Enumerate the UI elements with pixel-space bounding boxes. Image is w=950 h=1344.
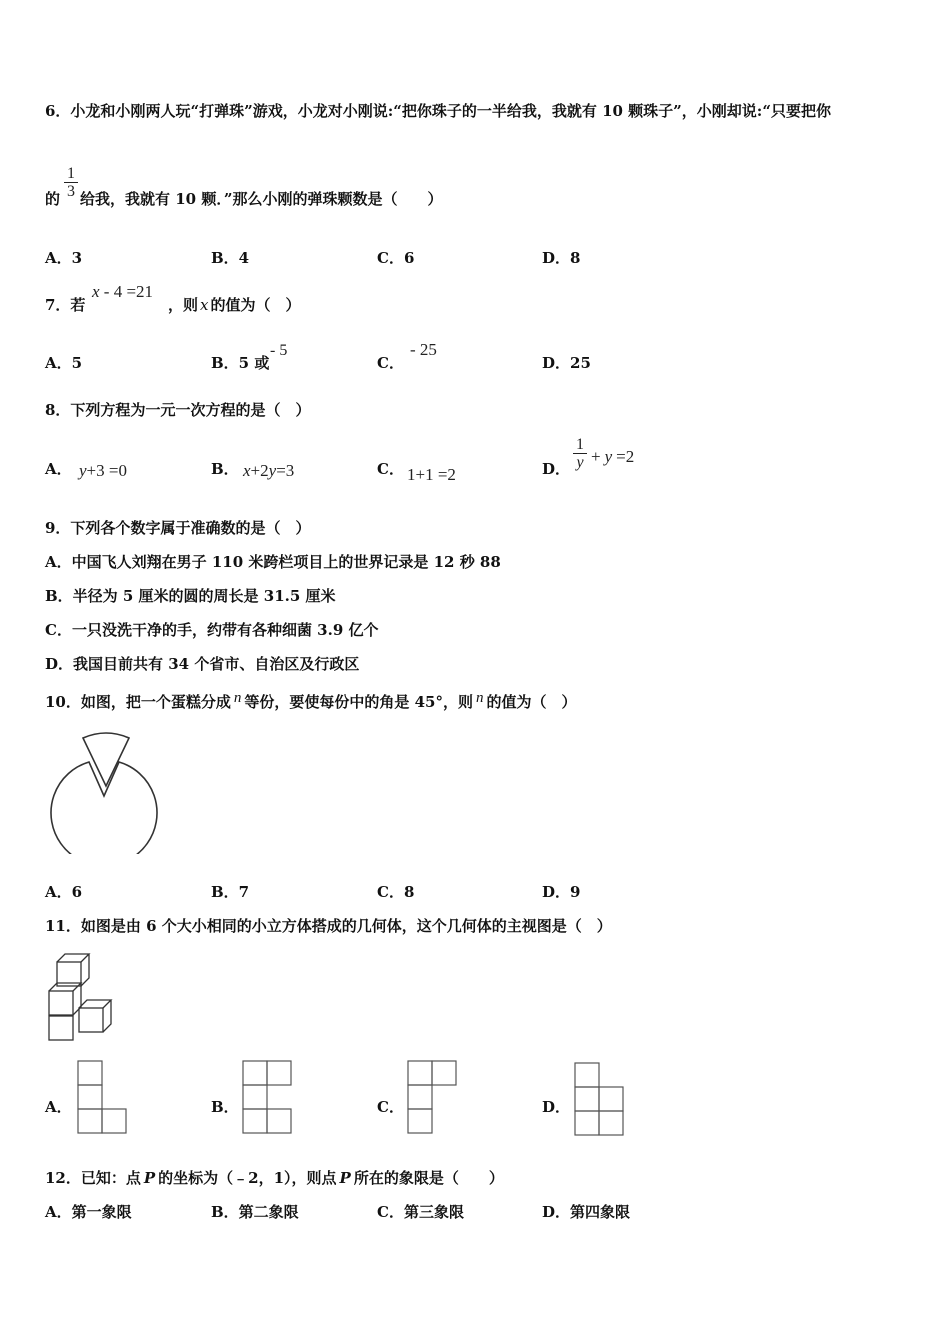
q10-cake-figure: [48, 728, 168, 854]
q7-stem-suffix: 的值为（ ）: [210, 296, 301, 314]
q9-option-b[interactable]: B．半径为 5 厘米的圆的周长是 31.5 厘米: [45, 587, 336, 605]
q7-formula: [92, 282, 153, 302]
q7-stem-mid: ，则: [168, 296, 199, 314]
q11-option-b-view[interactable]: [241, 1059, 295, 1136]
q11-cubes-figure: [46, 950, 116, 1044]
q8-option-d-numerator: 1: [576, 436, 584, 453]
q11-option-d-label[interactable]: D．: [542, 1098, 571, 1116]
q9-option-a[interactable]: A．中国飞人刘翔在男子 110 米跨栏项目上的世界记录是 12 秒 88: [45, 553, 501, 571]
q11-option-a-view[interactable]: [76, 1059, 130, 1136]
q8-option-b-math: [243, 461, 294, 481]
q10-cake-body: [51, 762, 157, 854]
q10-stem-c: 的值为（ ）: [486, 693, 577, 711]
q11-option-a-label[interactable]: A．: [45, 1098, 72, 1116]
q6-stem-line2-rest: 给我，我就有 10 颗．”那么小刚的弹珠颗数是（ ）: [80, 190, 443, 208]
q10-option-d[interactable]: D．9: [542, 883, 581, 901]
q6-stem-line1: 6．小龙和小刚两人玩“打弹珠”游戏，小龙对小刚说:“把你珠子的一半给我，我就有 10 颗珠子”，小刚却说:“只要把你: [45, 102, 831, 120]
q8-option-a-math: [79, 461, 127, 481]
q8-option-d-plus: +: [591, 447, 601, 466]
q10-var-n2: n: [476, 690, 484, 706]
q6-option-a[interactable]: A．3: [45, 249, 83, 267]
q8-option-d-rest: =2: [616, 447, 635, 466]
q8-option-d-label[interactable]: D．: [542, 460, 571, 478]
q10-option-c[interactable]: C．8: [377, 883, 415, 901]
q8-option-b-mid: +2: [250, 461, 269, 480]
q6-fraction-denominator: 3: [64, 182, 78, 200]
q7-option-d[interactable]: D．25: [542, 354, 591, 372]
q7-option-c-math: - 25: [410, 340, 437, 359]
q8-option-d-var: y: [604, 447, 613, 466]
q12-option-a[interactable]: A．第一象限: [45, 1203, 132, 1221]
q12-stem-a: 12．已知：点: [45, 1169, 141, 1187]
q12-stem-b: 的坐标为（﹣2，1），则点: [158, 1169, 337, 1187]
q6-option-d[interactable]: D．8: [542, 249, 581, 267]
q7-option-c[interactable]: C．: [377, 354, 404, 372]
q12-stem: [45, 1168, 504, 1188]
q6-fraction-numerator: 1: [67, 165, 75, 182]
q12-option-b[interactable]: B．第二象限: [211, 1203, 299, 1221]
q8-option-c-math: 1+1 =2: [407, 465, 456, 484]
q7-option-b[interactable]: B．5 或: [211, 354, 270, 372]
q10-stem-b: 等份，要使每份中的角是 45°，则: [244, 693, 473, 711]
q8-stem: 8．下列方程为一元一次方程的是（ ）: [45, 401, 311, 419]
q7-formula-var: x: [92, 282, 100, 301]
q6-option-c[interactable]: C．6: [377, 249, 415, 267]
q8-option-d-math: [591, 447, 634, 467]
q7-option-a[interactable]: A．5: [45, 354, 83, 372]
q8-option-a-rest: +3 =0: [86, 461, 127, 480]
q7-option-b-math: - 5: [270, 342, 288, 359]
q8-option-b-var2: y: [268, 461, 277, 480]
q11-option-c-label[interactable]: C．: [377, 1098, 404, 1116]
q11-stem: 11．如图是由 6 个大小相同的小立方体搭成的几何体，这个几何体的主视图是（ ）: [45, 917, 612, 935]
q10-option-a[interactable]: A．6: [45, 883, 83, 901]
q7-stem-prefix: 7．若: [45, 296, 86, 314]
q7-stem-rest: [168, 295, 301, 315]
q6-option-b[interactable]: B．4: [211, 249, 250, 267]
q8-option-d-denominator: y: [573, 453, 587, 471]
q8-option-b-rest: =3: [276, 461, 295, 480]
q6-fraction: [64, 165, 78, 200]
q11-option-c-view[interactable]: [406, 1059, 460, 1136]
q10-cake-slice: [83, 733, 129, 786]
q10-option-b[interactable]: B．7: [211, 883, 250, 901]
q12-var-p1: P: [143, 1169, 156, 1187]
q8-option-c-label[interactable]: C．: [377, 460, 404, 478]
q12-option-c[interactable]: C．第三象限: [377, 1203, 464, 1221]
q8-option-b-var1: x: [243, 461, 251, 480]
q7-formula-rest: - 4 =21: [103, 282, 154, 301]
q8-option-a-var: y: [79, 461, 87, 480]
q12-stem-c: 所在的象限是（ ）: [353, 1169, 504, 1187]
q11-option-b-label[interactable]: B．: [211, 1098, 239, 1116]
q7-stem-var: x: [200, 296, 209, 314]
q10-stem-a: 10．如图，把一个蛋糕分成: [45, 693, 231, 711]
q9-option-c[interactable]: C．一只没洗干净的手，约带有各种细菌 3.9 亿个: [45, 621, 379, 639]
q8-option-b-label[interactable]: B．: [211, 460, 239, 478]
q9-option-d[interactable]: D．我国目前共有 34 个省市、自治区及行政区: [45, 655, 360, 673]
q10-var-n1: n: [233, 690, 242, 706]
q8-option-a-label[interactable]: A．: [45, 460, 72, 478]
q10-stem: [45, 688, 577, 712]
q9-stem: 9．下列各个数字属于准确数的是（ ）: [45, 519, 311, 537]
q12-var-p2: P: [339, 1169, 351, 1187]
q11-option-d-view[interactable]: [573, 1061, 627, 1138]
q12-option-d[interactable]: D．第四象限: [542, 1203, 631, 1221]
q8-option-d-fraction: [573, 436, 587, 471]
q6-stem-line2-prefix: 的: [45, 190, 61, 208]
